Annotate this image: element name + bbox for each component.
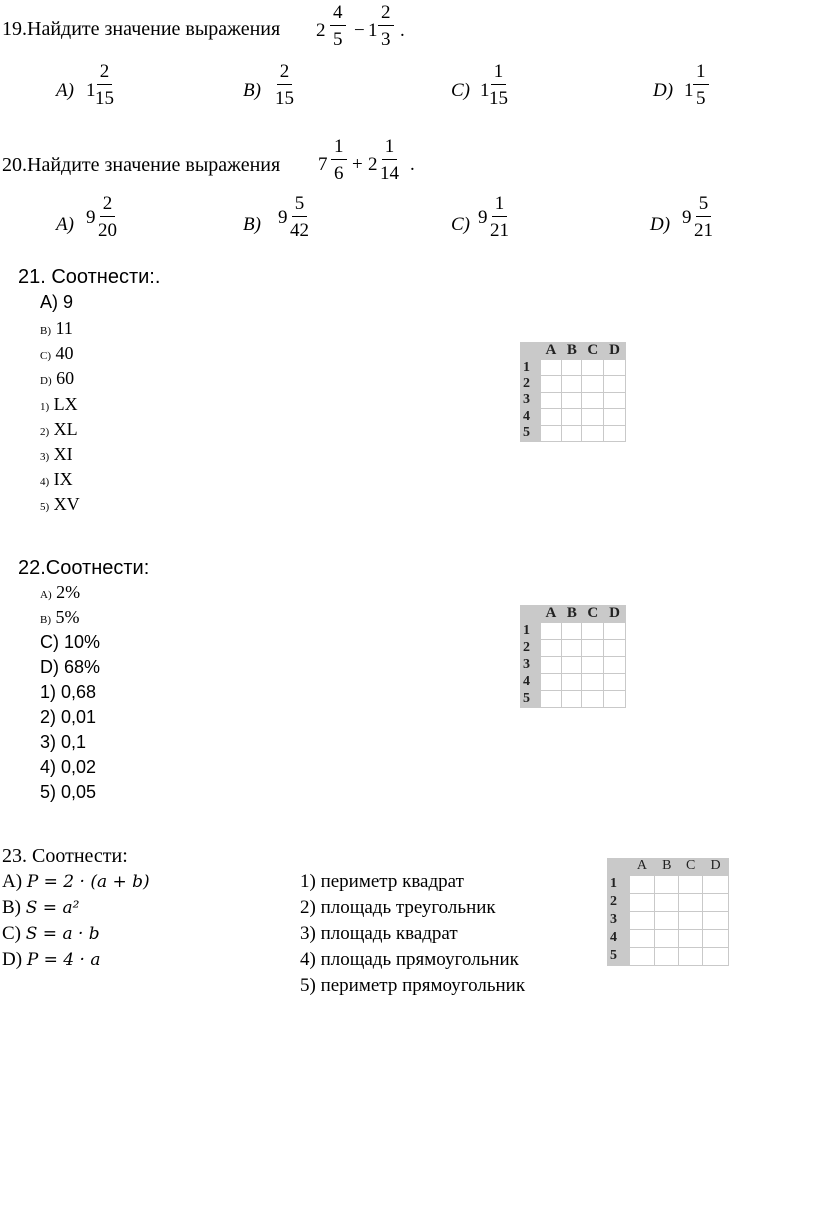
q21-title: 21. Соотнести:.: [18, 266, 161, 288]
grid-cell[interactable]: [540, 657, 562, 674]
option-fraction: $\frac{2}{20}$: [98, 193, 117, 241]
grid-cell[interactable]: [604, 657, 626, 674]
grid-cell[interactable]: [582, 674, 604, 691]
q19-expr-frac1: $\frac{4}{5}$: [330, 3, 346, 49]
q23-right-item: 2) площадь треугольник: [300, 897, 496, 918]
q21-item: A) 9: [40, 292, 74, 312]
option-fraction: $\frac{1}{5}$: [693, 62, 709, 108]
grid-cell[interactable]: [703, 947, 729, 965]
grid-cell[interactable]: [540, 674, 562, 691]
option-whole: 1: [86, 80, 96, 101]
q22-item: C) 10%: [40, 632, 101, 652]
grid-cell[interactable]: [629, 911, 655, 929]
q20-expr-frac2: $\frac{1}{14}$: [380, 136, 399, 184]
q22-title: 22.Соотнести:: [18, 557, 150, 579]
grid-cell[interactable]: [582, 376, 604, 392]
grid-cell[interactable]: [703, 875, 729, 893]
q21-item: 4) IX: [40, 469, 73, 489]
grid-cell[interactable]: [604, 674, 626, 691]
grid-cell[interactable]: [655, 893, 679, 911]
q23-right-item: 5) периметр прямоугольник: [300, 975, 526, 996]
q22-item: 4) 0,02: [40, 757, 97, 777]
grid-row-header: 2: [523, 376, 530, 392]
grid-col-header: A: [636, 858, 647, 874]
option-label: D): [650, 214, 671, 235]
grid-row-header: 2: [523, 640, 530, 655]
q22-answer-grid: [520, 605, 626, 708]
grid-cell[interactable]: [582, 623, 604, 640]
q22-item: 5) 0,05: [40, 782, 97, 802]
grid-col-header: D: [609, 342, 621, 358]
grid-cell[interactable]: [703, 911, 729, 929]
grid-cell[interactable]: [562, 657, 582, 674]
option-whole: 9: [278, 207, 288, 228]
q23-left-item: A) P = 2 · (a + b): [2, 871, 150, 892]
grid-row-header: 5: [523, 691, 530, 706]
grid-cell[interactable]: [562, 691, 582, 708]
option-whole: 9: [478, 207, 488, 228]
q20-title: 20.Найдите значение выражения: [2, 154, 281, 176]
grid-cell[interactable]: [562, 674, 582, 691]
grid-cell[interactable]: [582, 392, 604, 408]
grid-row-header: 3: [523, 392, 530, 408]
grid-cell[interactable]: [540, 376, 562, 392]
q21-item: 5) XV: [40, 494, 80, 514]
grid-row-header: 4: [610, 930, 617, 946]
option-whole: 9: [86, 207, 96, 228]
option-label: B): [243, 80, 261, 101]
grid-cell[interactable]: [540, 623, 562, 640]
grid-row-header: 1: [610, 876, 617, 892]
grid-cell[interactable]: [629, 947, 655, 965]
q21-item: D) 60: [40, 368, 75, 388]
option-label: A): [56, 80, 74, 101]
grid-cell[interactable]: [604, 392, 626, 408]
grid-cell[interactable]: [540, 640, 562, 657]
q21-item: 3) XI: [40, 444, 73, 464]
grid-cell[interactable]: [604, 623, 626, 640]
grid-col-header: C: [587, 342, 599, 358]
grid-cell[interactable]: [604, 640, 626, 657]
grid-cell[interactable]: [582, 360, 604, 376]
q19-expr-operator: −: [354, 20, 365, 41]
grid-row-header: 5: [523, 425, 530, 441]
grid-cell[interactable]: [604, 409, 626, 425]
grid-cell[interactable]: [655, 875, 679, 893]
grid-col-header: A: [545, 605, 557, 621]
grid-col-header: C: [587, 605, 599, 621]
q21-answer-grid: [520, 342, 626, 442]
q19-expr-whole1: 2: [316, 20, 326, 41]
q22-item: D) 68%: [40, 657, 101, 677]
q23-right-item: 3) площадь квадрат: [300, 923, 458, 944]
grid-cell[interactable]: [604, 425, 626, 441]
option-label: D): [653, 80, 674, 101]
grid-cell[interactable]: [604, 691, 626, 708]
grid-row-header: 3: [610, 912, 617, 928]
grid-cell[interactable]: [629, 893, 655, 911]
grid-cell[interactable]: [703, 929, 729, 947]
q23-left-item: C) S = a · b: [2, 923, 100, 944]
q20-expr-whole1: 7: [318, 154, 328, 175]
grid-cell[interactable]: [655, 947, 679, 965]
grid-cell[interactable]: [679, 911, 703, 929]
grid-cell[interactable]: [562, 623, 582, 640]
grid-row-header: 1: [523, 623, 530, 638]
option-fraction: $\frac{2}{15}$: [275, 61, 294, 109]
grid-col-header: A: [545, 342, 557, 358]
grid-col-header: C: [686, 858, 696, 874]
grid-cell[interactable]: [655, 929, 679, 947]
q22-item: 2) 0,01: [40, 707, 97, 727]
q23-left-item: D) P = 4 · a: [2, 949, 101, 970]
grid-cell[interactable]: [540, 360, 562, 376]
grid-cell[interactable]: [582, 409, 604, 425]
q22-item: 3) 0,1: [40, 732, 87, 752]
grid-cell[interactable]: [582, 657, 604, 674]
q22-item: A) 2%: [40, 582, 81, 602]
grid-cell[interactable]: [679, 875, 703, 893]
grid-cell[interactable]: [562, 409, 582, 425]
q19-title: 19.Найдите значение выражения: [2, 18, 281, 40]
grid-row-header: 4: [523, 674, 530, 689]
grid-cell[interactable]: [562, 640, 582, 657]
grid-cell[interactable]: [540, 392, 562, 408]
grid-col-header: B: [566, 342, 577, 358]
q23-answer-grid: [607, 858, 729, 966]
q19-expr-frac2: $\frac{2}{3}$: [378, 3, 394, 49]
grid-row-header: 5: [610, 948, 617, 964]
grid-cell[interactable]: [540, 425, 562, 441]
grid-cell[interactable]: [679, 929, 703, 947]
q21-item: B) 11: [40, 318, 73, 338]
q23-right-item: 1) периметр квадрат: [300, 871, 464, 892]
q21-item: 2) XL: [40, 419, 78, 439]
q21-item: C) 40: [40, 343, 74, 363]
grid-cell[interactable]: [582, 691, 604, 708]
grid-col-header: D: [609, 605, 621, 621]
option-label: A): [56, 214, 74, 235]
grid-cell[interactable]: [562, 360, 582, 376]
grid-cell[interactable]: [629, 929, 655, 947]
q23-title: 23. Соотнести:: [2, 845, 128, 867]
option-label: B): [243, 214, 261, 235]
grid-cell[interactable]: [562, 392, 582, 408]
option-fraction: $\frac{5}{42}$: [290, 193, 309, 241]
q21-item: 1) LX: [40, 394, 78, 414]
grid-cell[interactable]: [655, 911, 679, 929]
grid-col-header: D: [710, 858, 721, 874]
option-whole: 1: [480, 80, 490, 101]
option-whole: 9: [682, 207, 692, 228]
option-label: C): [451, 214, 470, 235]
grid-cell[interactable]: [679, 893, 703, 911]
q23-right-item: 4) площадь прямоугольник: [300, 949, 519, 970]
option-fraction: $\frac{2}{15}$: [95, 61, 114, 109]
grid-cell[interactable]: [582, 640, 604, 657]
grid-cell[interactable]: [604, 360, 626, 376]
grid-cell[interactable]: [562, 425, 582, 441]
q19-expr-whole2: 1: [368, 20, 378, 41]
grid-cell[interactable]: [540, 691, 562, 708]
option-fraction: $\frac{1}{21}$: [490, 193, 509, 241]
grid-col-header: B: [662, 858, 672, 874]
grid-row-header: 3: [523, 657, 530, 672]
grid-cell[interactable]: [679, 947, 703, 965]
grid-col-header: B: [566, 605, 577, 621]
q20-expr-end: .: [410, 154, 415, 175]
grid-cell[interactable]: [604, 376, 626, 392]
q20-expr-frac1: $\frac{1}{6}$: [331, 137, 347, 183]
option-fraction: $\frac{1}{15}$: [489, 61, 508, 109]
grid-cell[interactable]: [540, 409, 562, 425]
grid-row-header: 4: [523, 408, 530, 424]
option-label: C): [451, 80, 470, 101]
grid-cell[interactable]: [562, 376, 582, 392]
q23-left-item: B) S = a²: [2, 897, 80, 918]
option-fraction: $\frac{5}{21}$: [694, 193, 713, 241]
q22-item: 1) 0,68: [40, 682, 97, 702]
grid-row-header: 2: [610, 894, 617, 910]
q19-expr-end: .: [400, 20, 405, 41]
q22-item: B) 5%: [40, 607, 80, 627]
grid-cell[interactable]: [582, 425, 604, 441]
q20-expr-operator: +: [352, 154, 363, 175]
q20-expr-whole2: 2: [368, 154, 378, 175]
grid-cell[interactable]: [703, 893, 729, 911]
option-whole: 1: [684, 80, 694, 101]
grid-row-header: 1: [523, 359, 530, 375]
grid-cell[interactable]: [629, 875, 655, 893]
